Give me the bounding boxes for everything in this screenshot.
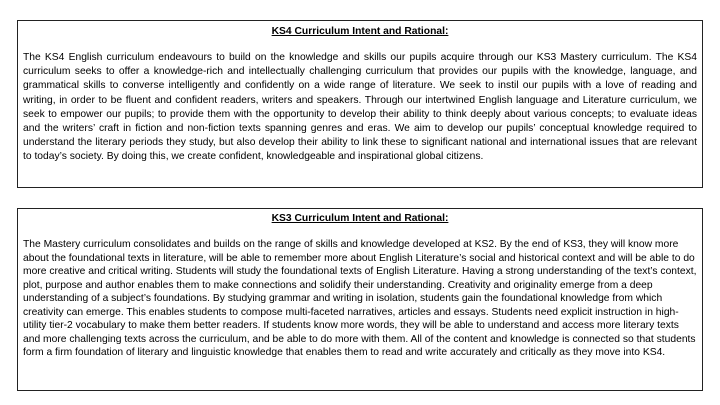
ks3-intent-box <box>17 208 703 391</box>
ks4-intent-box <box>17 20 703 188</box>
ks3-body: The Mastery curriculum consolidates and builds on the range of skills and knowledge developed at KS2. By the end of KS3, they will know more about the foundational texts in literature, will be able to remember more about English Literature’s social and historical context and will be able to do more creative and critical writing. Students will study the foundational texts of English Literature. Having a strong understanding of the text’s context, plot, purpose and author enables them to make connections and solidify their understanding. Creativity and originality emerge from a deep understanding of a subject’s foundations. By studying grammar and writing in isolation, students gain the foundational knowledge from which creativity can emerge. This enables students to compose multi-faceted narratives, articles and essays. Students need explicit instruction in high-utility tier-2 vocabulary to make them better readers. If students know more words, they will be able to understand and access more literary texts and more challenging texts across the curriculum, and be able to do more with them. All of the content and knowledge is connected so that students form a firm foundation of literary and linguistic knowledge that enables them to read and write accurately and critically as they move into KS4. <box>23 239 697 358</box>
ks4-title: KS4 Curriculum Intent and Rational: <box>271 26 449 37</box>
ks3-spacer <box>23 225 697 238</box>
ks4-spacer <box>23 38 697 51</box>
ks4-body: The KS4 English curriculum endeavours to build on the knowledge and skills our pupils acquire through our KS3 Mastery curriculum. The KS4 curriculum seeks to offer a knowledge-rich and intellectually challenging curriculum that provides our pupils with the knowledge, language, and grammatical skills to converse intelligently and confidently on a wide range of literature. We seek to instil our pupils with a love of reading and writing, in order to be fluent and confident readers, writers and speakers. Through our intertwined English language and Literature curriculum, we seek to empower our pupils; to provide them with the opportunity to develop their ability to think deeply about various concepts; to evaluate ideas and the writers’ craft in fiction and non-fiction texts spanning genres and eras. We aim to develop our pupils’ conceptual knowledge required to understand the literary periods they study, but also develop their ability to link these to significant national and international issues that are relevant to today’s society. By doing this, we create confident, knowledgeable and inspirational global citizens. <box>23 52 697 163</box>
ks3-title: KS3 Curriculum Intent and Rational: <box>271 213 449 224</box>
